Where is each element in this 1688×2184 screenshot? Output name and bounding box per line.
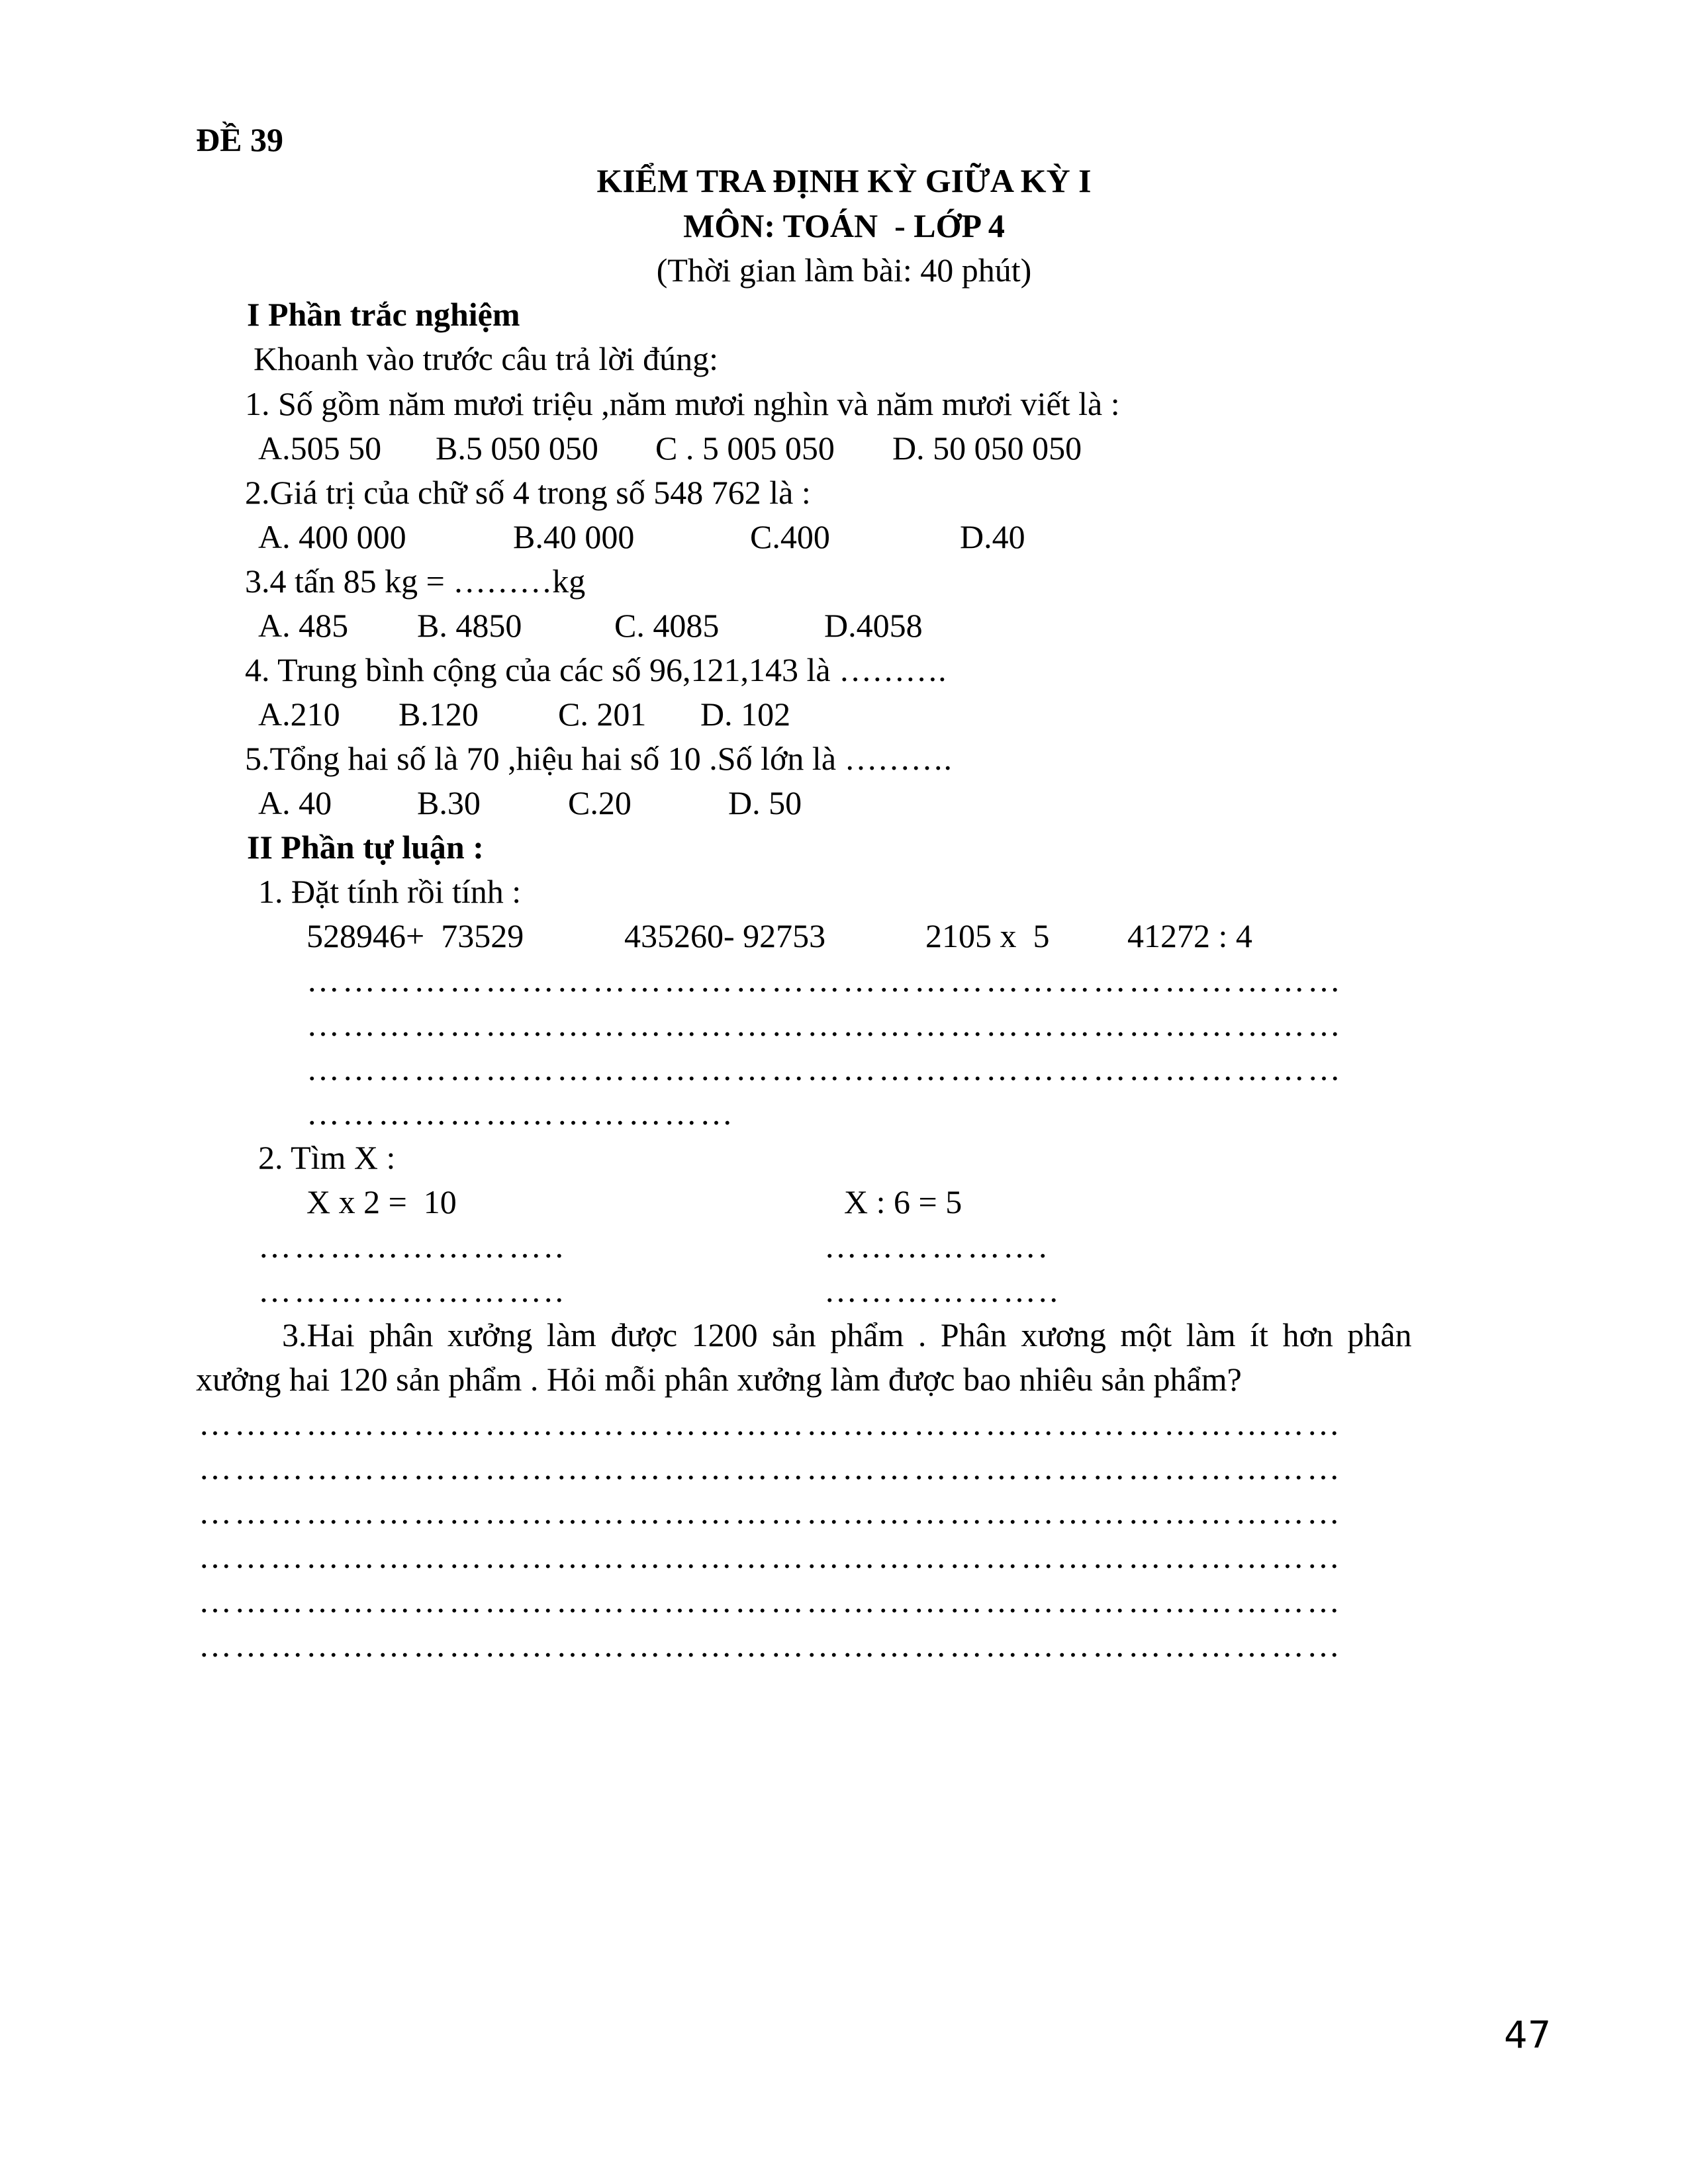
q4-option-b: B.120: [399, 696, 479, 733]
question-5: 5.Tổng hai số là 70 ,hiệu hai số 10 .Số lớn là ……….: [245, 740, 953, 777]
calc-4: 41272 : 4: [1127, 917, 1252, 954]
q5-option-b: B.30: [417, 784, 481, 821]
q3-option-c: C. 4085: [614, 607, 720, 644]
exam-duration: (Thời gian làm bài: 40 phút): [656, 251, 1032, 289]
q1-option-d: D. 50 050 050: [892, 430, 1082, 467]
essay-question-1: 1. Đặt tính rồi tính :: [258, 873, 522, 910]
answer-dot-line: ……………….: [824, 1228, 1050, 1265]
q5-option-a: A. 40: [258, 784, 332, 821]
q3-option-d: D.4058: [824, 607, 923, 644]
answer-dot-line: ……………………………………………………………………………………: [199, 1449, 1342, 1486]
page-number: 47: [1504, 2014, 1552, 2057]
answer-dot-line: ……………………………………………………………………………………: [199, 1405, 1342, 1442]
answer-dot-line: ……………………………………………………………………………………: [199, 1627, 1342, 1664]
calc-1: 528946+ 73529: [306, 917, 524, 954]
q1-option-a: A.505 50: [258, 430, 382, 467]
answer-dot-line: ……………………..: [258, 1272, 566, 1309]
essay-question-2: 2. Tìm X :: [258, 1139, 396, 1176]
find-x-equation-1: X x 2 = 10: [306, 1183, 457, 1220]
q3-option-b: B. 4850: [417, 607, 522, 644]
find-x-equation-2: X : 6 = 5: [844, 1183, 962, 1220]
q5-option-d: D. 50: [728, 784, 802, 821]
answer-dot-line: ……………………………………………………………………………: [306, 1006, 1343, 1043]
q3-option-a: A. 485: [258, 607, 349, 644]
q1-option-b: B.5 050 050: [436, 430, 598, 467]
q4-option-c: C. 201: [558, 696, 647, 733]
q4-option-d: D. 102: [700, 696, 791, 733]
question-2: 2.Giá trị của chữ số 4 trong số 548 762 là :: [245, 474, 811, 511]
question-3: 3.4 tấn 85 kg = ………kg: [245, 563, 586, 600]
calc-3: 2105 x 5: [925, 917, 1050, 954]
part1-instruction: Khoanh vào trước câu trả lời đúng:: [254, 340, 719, 377]
answer-dot-line: ……………………………………………………………………………: [306, 962, 1343, 999]
essay-question-3-line-2: xưởng hai 120 sản phẩm . Hỏi mỗi phân xưởng làm được bao nhiêu sản phẩm?: [196, 1361, 1242, 1398]
q2-option-c: C.400: [750, 518, 830, 555]
answer-dot-line: ………………………………: [306, 1095, 735, 1132]
exam-title: KIỂM TRA ĐỊNH KỲ GIỮA KỲ I: [596, 162, 1092, 199]
part1-heading: I Phần trắc nghiệm: [247, 296, 520, 333]
q5-option-c: C.20: [568, 784, 632, 821]
exam-number: ĐỀ 39: [196, 121, 283, 158]
q2-option-a: A. 400 000: [258, 518, 406, 555]
q2-option-b: B.40 000: [513, 518, 635, 555]
q1-option-c: C . 5 005 050: [655, 430, 835, 467]
answer-dot-line: ……………………………………………………………………………: [306, 1050, 1343, 1087]
answer-dot-line: ………………..: [824, 1272, 1060, 1309]
q2-option-d: D.40: [960, 518, 1025, 555]
exam-subject: MÔN: TOÁN - LỚP 4: [683, 207, 1005, 244]
answer-dot-line: ……………………………………………………………………………………: [199, 1494, 1342, 1531]
question-4: 4. Trung bình cộng của các số 96,121,143 là ……….: [245, 651, 947, 688]
essay-question-3-line-1: 3.Hai phân xưởng làm được 1200 sản phẩm . Phân xương một làm ít hơn phân: [282, 1316, 1412, 1353]
answer-dot-line: ……………………………………………………………………………………: [199, 1582, 1342, 1619]
calc-2: 435260- 92753: [624, 917, 826, 954]
answer-dot-line: ……………………..: [258, 1228, 566, 1265]
answer-dot-line: ……………………………………………………………………………………: [199, 1538, 1342, 1575]
q4-option-a: A.210: [258, 696, 340, 733]
question-1: 1. Số gồm năm mươi triệu ,năm mươi nghìn và năm mươi viết là :: [245, 385, 1120, 422]
part2-heading: II Phần tự luận :: [247, 829, 484, 866]
